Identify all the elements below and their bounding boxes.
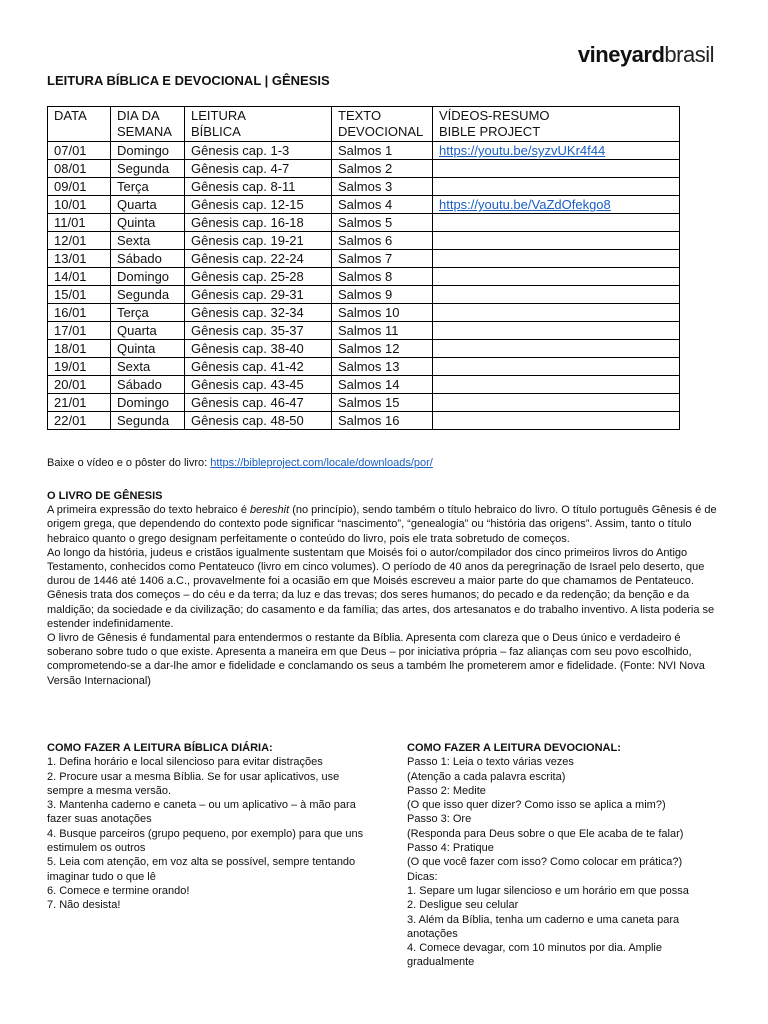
cell-leitura: Gênesis cap. 32-34	[185, 304, 332, 322]
table-row	[48, 304, 680, 322]
cell-dia: Quinta	[111, 214, 185, 232]
devotional-reading-instructions	[407, 741, 727, 970]
list-item: Passo 4: Pratique	[407, 842, 494, 855]
cell-video	[433, 340, 680, 358]
list-item: 1. Defina horário e local silencioso para evitar distrações	[47, 756, 323, 769]
cell-dia: Terça	[111, 178, 185, 196]
cell-leitura: Gênesis cap. 1-3	[185, 142, 332, 160]
cell-leitura: Gênesis cap. 48-50	[185, 412, 332, 430]
cell-leitura: Gênesis cap. 4-7	[185, 160, 332, 178]
list-item: 5. Leia com atenção, em voz alta se possível, sempre tentando imaginar tudo o que lê	[47, 856, 356, 883]
cell-video	[433, 394, 680, 412]
cell-data: 22/01	[48, 412, 111, 430]
table-row	[48, 142, 680, 160]
table-row	[48, 196, 680, 214]
list-item: (O que você fazer com isso? Como colocar em prática?)	[407, 856, 683, 869]
cell-texto: Salmos 13	[332, 358, 433, 376]
cell-texto: Salmos 11	[332, 322, 433, 340]
cell-video	[433, 358, 680, 376]
list-item: 3. Além da Bíblia, tenha um caderno e uma caneta para anotações	[407, 913, 680, 940]
download-line	[47, 457, 433, 469]
cell-data: 20/01	[48, 376, 111, 394]
list-item: Passo 2: Medite	[407, 784, 486, 797]
cell-data: 16/01	[48, 304, 111, 322]
cell-data: 12/01	[48, 232, 111, 250]
devotional-reading-heading: COMO FAZER A LEITURA DEVOCIONAL:	[407, 742, 621, 754]
cell-video	[433, 142, 680, 160]
reading-schedule-table	[47, 106, 680, 430]
genesis-paragraph-1: A primeira expressão do texto hebraico é bereshit (no princípio), sendo também o título hebraico do livro. O título português Gênesis é de origem grega, que dependendo do contexto pode significar “nascimento”, “genealogia” ou “história das origens”. Assim, tanto o título hebraico quanto o grego designam perfeitamente o conteúdo do livro, pois ele trata sobretudo de começos.	[47, 504, 717, 545]
cell-dia: Quarta	[111, 196, 185, 214]
daily-reading-heading: COMO FAZER A LEITURA BÍBLICA DIÁRIA:	[47, 742, 273, 754]
cell-texto: Salmos 9	[332, 286, 433, 304]
table-row	[48, 322, 680, 340]
daily-reading-instructions	[47, 741, 367, 913]
cell-dia: Sexta	[111, 232, 185, 250]
cell-dia: Terça	[111, 304, 185, 322]
table-row	[48, 160, 680, 178]
cell-texto: Salmos 4	[332, 196, 433, 214]
genesis-heading: O LIVRO DE GÊNESIS	[47, 490, 163, 502]
table-row	[48, 358, 680, 376]
cell-data: 10/01	[48, 196, 111, 214]
cell-data: 21/01	[48, 394, 111, 412]
table-row	[48, 268, 680, 286]
table-row	[48, 214, 680, 232]
cell-texto: Salmos 2	[332, 160, 433, 178]
list-item: (O que isso quer dizer? Como isso se aplica a mim?)	[407, 799, 666, 812]
cell-leitura: Gênesis cap. 22-24	[185, 250, 332, 268]
list-item: 6. Comece e termine orando!	[47, 884, 190, 897]
cell-video	[433, 268, 680, 286]
cell-video	[433, 178, 680, 196]
cell-data: 08/01	[48, 160, 111, 178]
cell-leitura: Gênesis cap. 8-11	[185, 178, 332, 196]
cell-leitura: Gênesis cap. 46-47	[185, 394, 332, 412]
list-item: 2. Desligue seu celular	[407, 899, 519, 912]
cell-texto: Salmos 10	[332, 304, 433, 322]
table-row	[48, 232, 680, 250]
cell-dia: Segunda	[111, 160, 185, 178]
cell-texto: Salmos 5	[332, 214, 433, 232]
table-row	[48, 286, 680, 304]
cell-leitura: Gênesis cap. 29-31	[185, 286, 332, 304]
cell-dia: Domingo	[111, 394, 185, 412]
video-link[interactable]: https://youtu.be/syzvUKr4f44	[439, 143, 606, 158]
cell-data: 19/01	[48, 358, 111, 376]
cell-leitura: Gênesis cap. 38-40	[185, 340, 332, 358]
list-item: Passo 1: Leia o texto várias vezes	[407, 756, 574, 769]
list-item: 4. Busque parceiros (grupo pequeno, por exemplo) para que uns estimulem os outros	[47, 827, 364, 855]
header-dia: DIA DA SEMANA	[111, 107, 185, 142]
cell-data: 17/01	[48, 322, 111, 340]
list-item: 1. Separe um lugar silencioso e um horário em que possa	[407, 884, 689, 897]
download-label: Baixe o vídeo e o pôster do livro:	[47, 457, 208, 469]
table-row	[48, 394, 680, 412]
list-item: (Atenção a cada palavra escrita)	[407, 770, 566, 783]
table-row	[48, 178, 680, 196]
table-header-row	[48, 107, 680, 142]
cell-video	[433, 160, 680, 178]
cell-leitura: Gênesis cap. 43-45	[185, 376, 332, 394]
list-item: Dicas:	[407, 870, 438, 883]
table-row	[48, 412, 680, 430]
cell-dia: Domingo	[111, 142, 185, 160]
cell-data: 11/01	[48, 214, 111, 232]
cell-texto: Salmos 3	[332, 178, 433, 196]
list-item: 4. Comece devagar, com 10 minutos por dia. Amplie gradualmente	[407, 942, 662, 969]
list-item: 3. Mantenha caderno e caneta – ou um aplicativo – à mão para fazer suas anotações	[47, 799, 356, 826]
header-videos: VÍDEOS-RESUMO BIBLE PROJECT	[433, 107, 680, 142]
table-row	[48, 340, 680, 358]
cell-dia: Segunda	[111, 412, 185, 430]
cell-video	[433, 322, 680, 340]
cell-leitura: Gênesis cap. 12-15	[185, 196, 332, 214]
cell-texto: Salmos 16	[332, 412, 433, 430]
cell-video	[433, 214, 680, 232]
cell-dia: Sexta	[111, 358, 185, 376]
cell-data: 13/01	[48, 250, 111, 268]
cell-dia: Segunda	[111, 286, 185, 304]
header-leitura: LEITURA BÍBLICA	[185, 107, 332, 142]
vineyard-brasil-logo	[578, 42, 714, 68]
logo-light: brasil	[664, 42, 714, 67]
cell-texto: Salmos 8	[332, 268, 433, 286]
video-link[interactable]: https://youtu.be/VaZdOfekgo8	[439, 197, 611, 212]
cell-dia: Quarta	[111, 322, 185, 340]
cell-data: 07/01	[48, 142, 111, 160]
cell-texto: Salmos 15	[332, 394, 433, 412]
genesis-paragraph-4: O livro de Gênesis é fundamental para entendermos o restante da Bíblia. Apresenta com clareza que o Deus único e verdadeiro é soberano sobre tudo o que existe. Apresenta a maneira em que Deus – por iniciativa própria – faz alianças com seu povo escolhido, comprometendo-se a dar-lhe amor e fidelidade e conclamando os seus a também lhe prometerem amor e fidelidade. (Fonte: NVI Nova Versão Internacional)	[47, 632, 705, 687]
cell-leitura: Gênesis cap. 19-21	[185, 232, 332, 250]
cell-dia: Quinta	[111, 340, 185, 358]
cell-data: 09/01	[48, 178, 111, 196]
genesis-paragraph-3: Gênesis trata dos começos – do céu e da terra; da luz e das trevas; dos seres humanos; do pecado e da redenção; da benção e da maldição; da sociedade e da civilização; do casamento e da família; das artes, dos artesanatos e do trabalho inventivo. A lista poderia se estender indefinidamente.	[47, 589, 715, 630]
genesis-paragraph-2: Ao longo da história, judeus e cristãos igualmente sustentam que Moisés foi o autor/compilador dos cinco primeiros livros do Antigo Testamento, conhecidos como Pentateuco (livro em cinco volumes). O período de 40 anos da peregrinação de Israel pelo deserto, que durou de 1446 até 1406 a.C., provavelmente foi a ocasião em que Moisés escreveu a maior parte do que chamamos de Pentateuco.	[47, 546, 705, 588]
cell-dia: Domingo	[111, 268, 185, 286]
cell-video	[433, 376, 680, 394]
download-link[interactable]: https://bibleproject.com/locale/downloads/por/	[210, 457, 433, 469]
list-item: (Responda para Deus sobre o que Ele acaba de te falar)	[407, 827, 684, 840]
page-title: LEITURA BÍBLICA E DEVOCIONAL | GÊNESIS	[47, 73, 330, 88]
list-item: 7. Não desista!	[47, 899, 121, 912]
cell-data: 14/01	[48, 268, 111, 286]
cell-leitura: Gênesis cap. 41-42	[185, 358, 332, 376]
cell-video	[433, 304, 680, 322]
cell-dia: Sábado	[111, 376, 185, 394]
cell-texto: Salmos 14	[332, 376, 433, 394]
cell-leitura: Gênesis cap. 35-37	[185, 322, 332, 340]
cell-video	[433, 196, 680, 214]
genesis-section	[47, 489, 727, 688]
table-row	[48, 250, 680, 268]
header-data: DATA	[48, 107, 111, 142]
cell-texto: Salmos 12	[332, 340, 433, 358]
cell-video	[433, 250, 680, 268]
list-item: Passo 3: Ore	[407, 813, 472, 826]
list-item: 2. Procure usar a mesma Bíblia. Se for usar aplicativos, use sempre a mesma versão.	[47, 770, 340, 797]
cell-texto: Salmos 1	[332, 142, 433, 160]
header-texto: TEXTO DEVOCIONAL	[332, 107, 433, 142]
cell-texto: Salmos 6	[332, 232, 433, 250]
cell-video	[433, 286, 680, 304]
cell-leitura: Gênesis cap. 25-28	[185, 268, 332, 286]
cell-leitura: Gênesis cap. 16-18	[185, 214, 332, 232]
cell-dia: Sábado	[111, 250, 185, 268]
cell-video	[433, 412, 680, 430]
table-row	[48, 376, 680, 394]
cell-data: 18/01	[48, 340, 111, 358]
cell-data: 15/01	[48, 286, 111, 304]
cell-texto: Salmos 7	[332, 250, 433, 268]
cell-video	[433, 232, 680, 250]
logo-bold: vineyard	[577, 42, 665, 67]
